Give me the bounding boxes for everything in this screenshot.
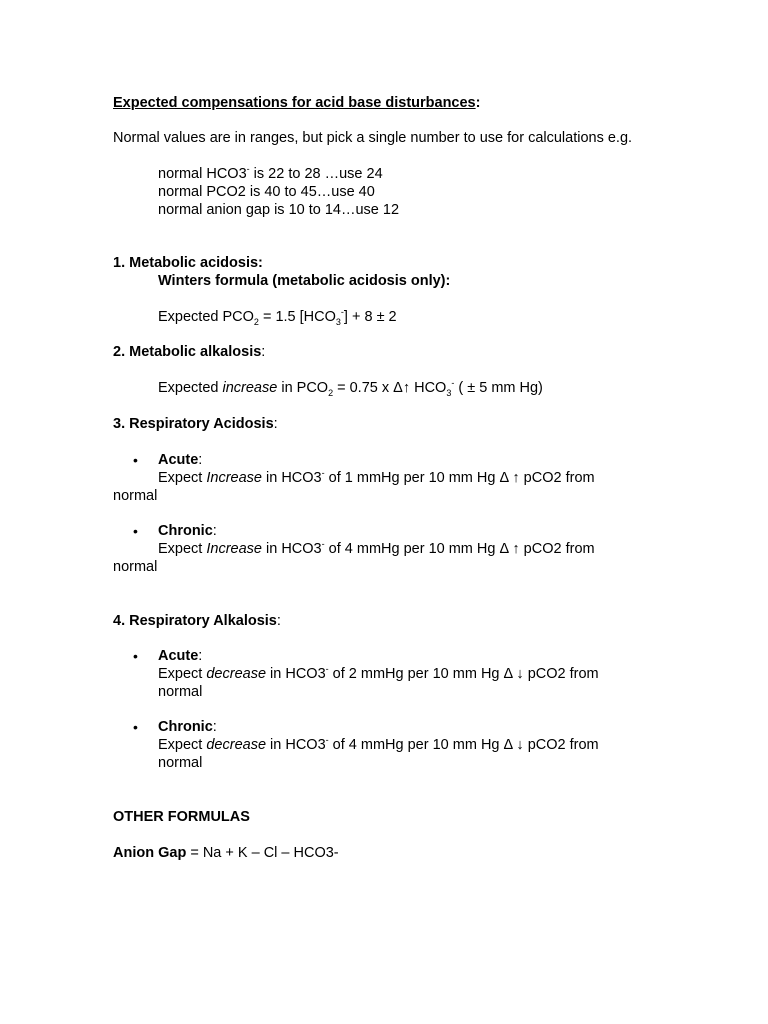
subscript: 2 <box>328 387 334 398</box>
heading-colon: : <box>276 613 281 629</box>
text-part: in HCO3 <box>266 737 326 753</box>
superscript: - <box>325 735 329 746</box>
document-title-line <box>113 94 480 112</box>
anion-gap-label: Anion Gap <box>113 845 187 861</box>
heading-colon: : <box>273 416 278 432</box>
superscript: - <box>451 378 455 389</box>
label-colon: : <box>198 452 203 468</box>
normal-hco3-label: normal HCO3 <box>158 166 247 182</box>
text-part: of 2 mmHg per 10 mm Hg Δ ↓ pCO2 from <box>328 666 599 682</box>
formula-part: = 0.75 x Δ↑ HCO <box>333 380 447 396</box>
text-part: in HCO3 <box>261 541 322 557</box>
section-3-heading-line <box>113 415 278 433</box>
section-2-heading-line <box>113 343 265 361</box>
bullet-icon: • <box>133 452 138 468</box>
winters-formula-heading: Winters formula (metabolic acidosis only): <box>158 273 451 289</box>
text-emphasis: decrease <box>206 737 267 753</box>
text-emphasis: Increase <box>206 470 262 486</box>
text-part: of 4 mmHg per 10 mm Hg Δ ↑ pCO2 from <box>324 541 595 557</box>
formula-part: in PCO <box>277 380 329 396</box>
resp-alkalosis-acute-label: Acute <box>158 648 199 664</box>
bullet-icon: • <box>133 719 138 735</box>
anion-gap-expression: = Na + K – Cl – HCO3- <box>186 845 339 861</box>
winters-formula <box>158 308 397 326</box>
formula-part: = 1.5 [HCO <box>258 309 336 325</box>
other-formulas-heading: OTHER FORMULAS <box>113 809 250 825</box>
label-colon: : <box>198 648 203 664</box>
superscript: - <box>246 164 250 175</box>
document-title: Expected compensations for acid base disturbances <box>113 95 476 111</box>
text-part: Expect <box>158 666 207 682</box>
resp-acidosis-chronic-label: Chronic <box>158 523 213 539</box>
formula-part: Expected PCO <box>158 309 254 325</box>
subscript: 2 <box>253 316 259 327</box>
resp-alkalosis-acute-cont: normal <box>158 684 203 700</box>
bullet-icon: • <box>133 523 138 539</box>
formula-part: ( ± 5 mm Hg) <box>454 380 543 396</box>
resp-acidosis-acute-label-line <box>158 451 202 469</box>
superscript: - <box>321 539 325 550</box>
text-part: of 1 mmHg per 10 mm Hg Δ ↑ pCO2 from <box>324 470 595 486</box>
resp-alkalosis-chronic-label: Chronic <box>158 719 213 735</box>
text-part: Expect <box>158 737 207 753</box>
superscript: - <box>340 307 344 318</box>
resp-alkalosis-chronic-text <box>158 736 599 754</box>
intro-text: Normal values are in ranges, but pick a single number to use for calculations e.g. <box>113 130 633 146</box>
resp-acidosis-chronic-text <box>158 540 595 558</box>
normal-hco3-value: is 22 to 28 …use 24 <box>249 166 383 182</box>
formula-part: ] + 8 ± 2 <box>343 309 397 325</box>
normal-hco3 <box>158 165 383 183</box>
resp-acidosis-chronic-label-line <box>158 522 217 540</box>
heading-colon: : <box>261 344 266 360</box>
anion-gap-formula <box>113 844 339 862</box>
section-2-heading: 2. Metabolic alkalosis <box>113 344 262 360</box>
resp-alkalosis-chronic-label-line <box>158 718 217 736</box>
resp-acidosis-acute-label: Acute <box>158 452 199 468</box>
text-part: Expect <box>158 470 207 486</box>
superscript: - <box>321 468 325 479</box>
normal-pco2: normal PCO2 is 40 to 45…use 40 <box>158 184 375 200</box>
formula-emphasis: increase <box>222 380 278 396</box>
resp-alkalosis-acute-label-line <box>158 647 202 665</box>
normal-anion-gap: normal anion gap is 10 to 14…use 12 <box>158 202 400 218</box>
section-3-heading: 3. Respiratory Acidosis <box>113 416 274 432</box>
bullet-icon: • <box>133 648 138 664</box>
resp-acidosis-chronic-cont: normal <box>113 559 158 575</box>
metabolic-alkalosis-formula <box>158 379 543 397</box>
text-emphasis: Increase <box>206 541 262 557</box>
text-emphasis: decrease <box>206 666 267 682</box>
text-part: of 4 mmHg per 10 mm Hg Δ ↓ pCO2 from <box>328 737 599 753</box>
superscript: - <box>325 664 329 675</box>
resp-alkalosis-acute-text <box>158 665 599 683</box>
resp-acidosis-acute-cont: normal <box>113 488 158 504</box>
label-colon: : <box>212 523 217 539</box>
text-part: Expect <box>158 541 207 557</box>
section-1-heading: 1. Metabolic acidosis: <box>113 255 263 271</box>
resp-alkalosis-chronic-cont: normal <box>158 755 203 771</box>
text-part: in HCO3 <box>266 666 326 682</box>
section-4-heading-line <box>113 612 281 630</box>
title-colon: : <box>475 95 481 111</box>
subscript: 3 <box>446 387 452 398</box>
label-colon: : <box>212 719 217 735</box>
formula-part: Expected <box>158 380 223 396</box>
subscript: 3 <box>335 316 341 327</box>
section-4-heading: 4. Respiratory Alkalosis <box>113 613 277 629</box>
resp-acidosis-acute-text <box>158 469 595 487</box>
text-part: in HCO3 <box>261 470 322 486</box>
